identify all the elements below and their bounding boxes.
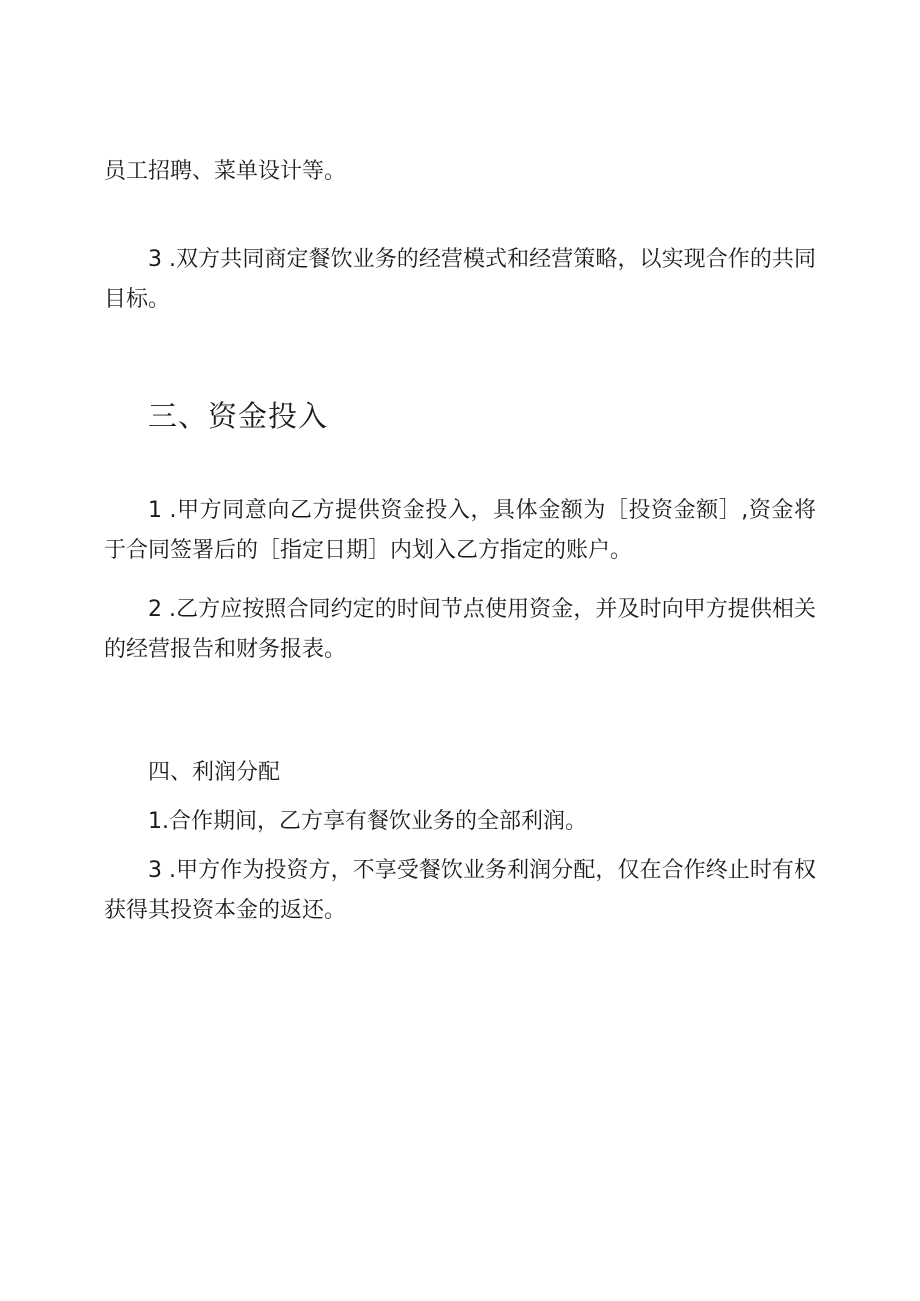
section2-item-3: 3 .双方共同商定餐饮业务的经营模式和经营策略，以实现合作的共同目标。 [104, 247, 816, 312]
section3-heading: 三、资金投入 [148, 399, 329, 433]
section3-item-1: 1 .甲方同意向乙方提供资金投入，具体金额为［投资金额］,资金将于合同签署后的［指定日期］内划入乙方指定的账户。 [104, 498, 816, 563]
section4-heading: 四、利润分配 [148, 760, 281, 785]
section4-item-1: 1.合作期间，乙方享有餐饮业务的全部利润。 [148, 809, 587, 834]
section2-continuation-text: 员工招聘、菜单设计等。 [104, 159, 347, 184]
section3-item-2: 2 .乙方应按照合同约定的时间节点使用资金，并及时向甲方提供相关的经营报告和财务报表。 [104, 597, 816, 662]
section4-item-3: 3 .甲方作为投资方，不享受餐饮业务利润分配，仅在合作终止时有权获得其投资本金的返还。 [104, 858, 816, 923]
